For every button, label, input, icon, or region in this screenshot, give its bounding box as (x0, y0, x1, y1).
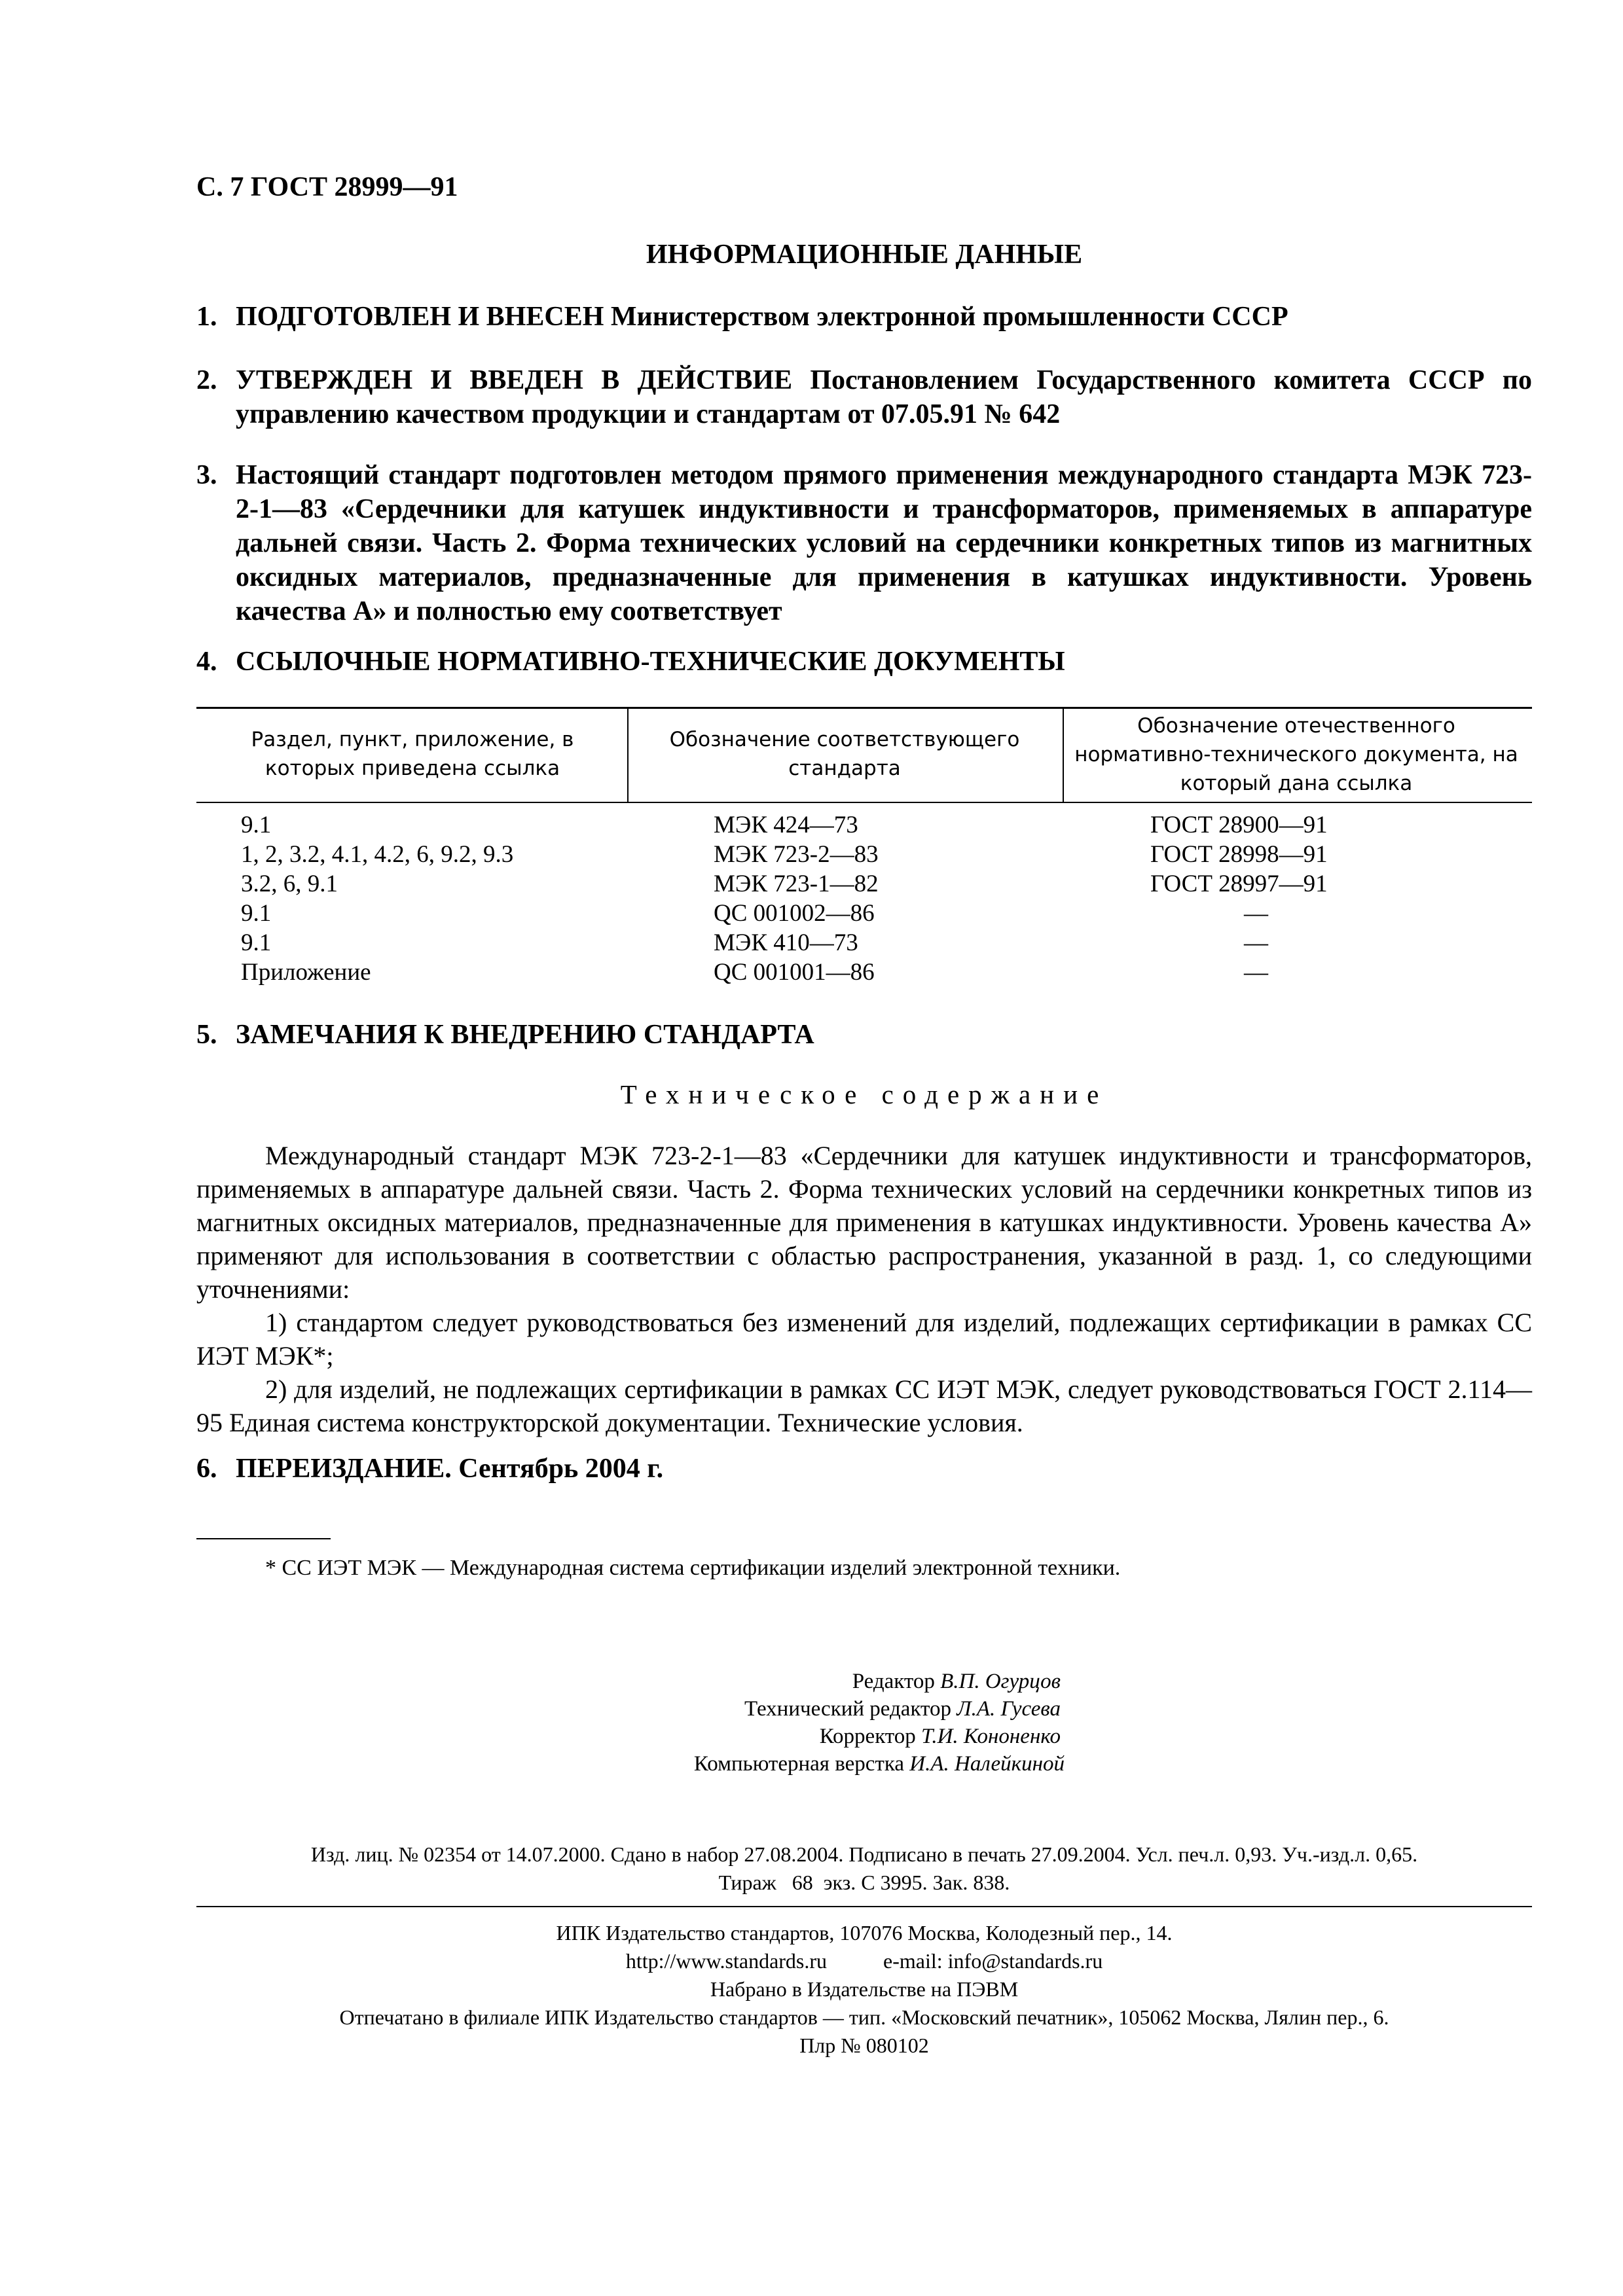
table-cell: МЭК 424—73 (714, 812, 858, 838)
table-header-rule (196, 802, 1532, 803)
table-cell: — (1244, 929, 1268, 956)
item-1 (196, 300, 1532, 334)
table-cell: ГОСТ 28998—91 (1150, 841, 1328, 868)
table-header-section: Раздел, пункт, приложение, в которых приведена ссылка (251, 728, 574, 780)
section-heading: ЗАМЕЧАНИЯ К ВНЕДРЕНИЮ СТАНДАРТА (236, 1020, 814, 1050)
item-4 (196, 645, 1532, 679)
credits (589, 1668, 1065, 1778)
publisher-typeset: Набрано в Издательстве на ПЭВМ (710, 1977, 1019, 2001)
item-heading: УТВЕРЖДЕН И ВВЕДЕН В ДЕЙСТВИЕ (236, 365, 793, 395)
table-column-divider (1063, 707, 1064, 803)
section-body (196, 1139, 1532, 1439)
table-cell: МЭК 410—73 (714, 929, 858, 956)
table-column-divider (627, 707, 629, 803)
item-3 (196, 458, 1532, 628)
table-cell: ГОСТ 28997—91 (1150, 870, 1328, 897)
table-cell: QC 001001—86 (714, 959, 875, 986)
imprint-circulation: Тираж 68 экз. С 3995. Зак. 838. (718, 1871, 1010, 1894)
credit-name: Л.А. Гусева (957, 1697, 1061, 1721)
item-2 (196, 363, 1532, 431)
footnote-separator (196, 1538, 331, 1539)
table-cell: 3.2, 6, 9.1 (241, 870, 338, 897)
table-cell: 9.1 (241, 929, 272, 956)
publisher-website-link[interactable]: http://www.standards.ru (625, 1949, 828, 1973)
item-5 (196, 1018, 1532, 1052)
table-cell: QC 001002—86 (714, 900, 875, 927)
credit-name: Т.И. Кононенко (921, 1725, 1061, 1748)
table-cell: — (1244, 900, 1268, 927)
page-header: С. 7 ГОСТ 28999—91 (196, 172, 458, 202)
paragraph: 1) стандартом следует руководствоваться без изменений для изделий, подлежащих сертификации в рамках СС ИЭТ МЭК*; (196, 1308, 1532, 1371)
credit-role: Редактор (852, 1670, 935, 1693)
table-cell: Приложение (241, 959, 371, 986)
table-top-rule (196, 707, 1532, 709)
credit-name: В.П. Огурцов (940, 1670, 1061, 1693)
section-subtitle: Техническое содержание (620, 1079, 1108, 1109)
credit-line (589, 1695, 1061, 1723)
item-number: 1. (196, 302, 217, 332)
table-cell: 9.1 (241, 900, 272, 927)
credit-role: Компьютерная верстка (693, 1752, 904, 1776)
section-heading: ССЫЛОЧНЫЕ НОРМАТИВНО-ТЕХНИЧЕСКИЕ ДОКУМЕНТЫ (236, 647, 1065, 677)
item-6 (196, 1452, 1532, 1486)
document-title: ИНФОРМАЦИОННЫЕ ДАННЫЕ (646, 240, 1083, 270)
paragraph: Международный стандарт МЭК 723-2-1—83 «Сердечники для катушек индуктивности и трансформаторов, применяемых в аппаратуре дальней связи. Часть 2. Форма технических условий на сердечники конкретных типов из магнитных оксидных материалов, предназначенные для применения в катушках индуктивности. Уровень качества А» применяют для использования в соответствии с областью распространения, указанной в разд. 1, со следующими уточнениями: (196, 1141, 1532, 1304)
imprint-rule (196, 1906, 1532, 1907)
table-cell: ГОСТ 28900—91 (1150, 812, 1328, 838)
publisher-address: ИПК Издательство стандартов, 107076 Москва, Колодезный пер., 14. (556, 1921, 1173, 1945)
credit-line (589, 1723, 1061, 1750)
credit-role: Технический редактор (744, 1697, 952, 1721)
publisher-license: Плр № 080102 (799, 2034, 929, 2057)
table-cell: 1, 2, 3.2, 4.1, 4.2, 6, 9.2, 9.3 (241, 841, 514, 868)
item-heading: ПОДГОТОВЛЕН И ВНЕСЕН (236, 302, 604, 332)
item-number: 5. (196, 1020, 217, 1050)
item-text: Министерством электронной промышленности СССР (604, 302, 1288, 332)
credit-line (589, 1750, 1065, 1778)
table-header-standard: Обозначение соответствующего стандарта (669, 728, 1020, 780)
item-number: 4. (196, 647, 217, 677)
paragraph: 2) для изделий, не подлежащих сертификации в рамках СС ИЭТ МЭК, следует руководствоваться ГОСТ 2.114—95 Единая система конструкторской документации. Технические условия. (196, 1374, 1532, 1437)
item-number: 3. (196, 460, 217, 490)
table-cell: 9.1 (241, 812, 272, 838)
section-heading: ПЕРЕИЗДАНИЕ. Сентябрь 2004 г. (236, 1454, 664, 1484)
credit-line (589, 1668, 1061, 1695)
item-number: 6. (196, 1454, 217, 1484)
table-cell: МЭК 723-2—83 (714, 841, 879, 868)
table-cell: МЭК 723-1—82 (714, 870, 879, 897)
footnote: * СС ИЭТ МЭК — Международная система сертификации изделий электронной техники. (265, 1556, 1121, 1580)
credit-role: Корректор (819, 1725, 916, 1748)
item-text: Постановлением Государственного комитета СССР по управлению качеством продукции и стандартам от 07.05.91 № 642 (236, 365, 1532, 429)
credit-name: И.А. Налейкиной (909, 1752, 1065, 1776)
table-header-domestic: Обозначение отечественного нормативно-технического документа, на который дана ссылка (1074, 714, 1518, 795)
publisher-printer: Отпечатано в филиале ИПК Издательство стандартов — тип. «Московский печатник», 105062 Москва, Лялин пер., 6. (339, 2005, 1389, 2029)
item-text: Настоящий стандарт подготовлен методом прямого применения международного стандарта МЭК 723-2-1—83 «Сердечники для катушек индуктивности и трансформаторов, применяемых в аппаратуре дальней связи. Часть 2. Форма технических условий на сердечники конкретных типов из магнитных оксидных материалов, предназначенные для применения в катушках индуктивности. Уровень качества А» и полностью ему соответствует (236, 460, 1532, 626)
item-number: 2. (196, 365, 217, 395)
imprint-line: Изд. лиц. № 02354 от 14.07.2000. Сдано в набор 27.08.2004. Подписано в печать 27.09.2004. Усл. печ.л. 0,93. Уч.-изд.л. 0,65. (310, 1842, 1418, 1866)
publisher-contacts (196, 1947, 1532, 1975)
publisher-email-link[interactable]: e-mail: info@standards.ru (883, 1949, 1103, 1973)
table-cell: — (1244, 959, 1268, 986)
